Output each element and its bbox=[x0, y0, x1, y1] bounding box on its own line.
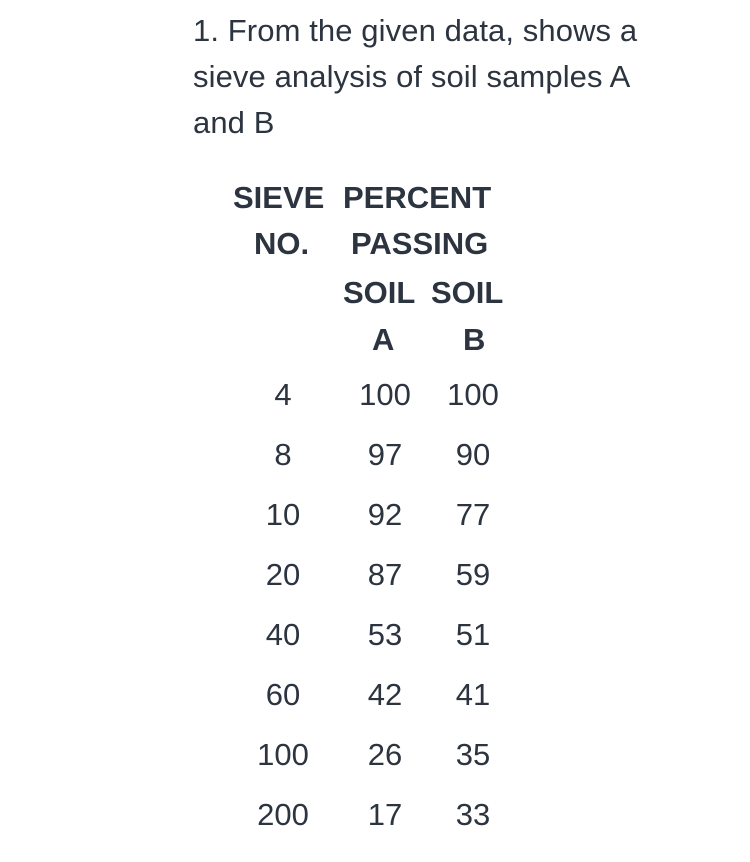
header-sieve: SIEVE bbox=[233, 180, 325, 215]
sieve-cell: 10 bbox=[265, 497, 301, 532]
soil-a-cell: 17 bbox=[367, 797, 403, 832]
soil-b-cell: 77 bbox=[455, 497, 491, 532]
soil-a-cell: 42 bbox=[367, 677, 403, 712]
header-percent: PERCENT bbox=[343, 180, 492, 215]
soil-a-cell: 87 bbox=[367, 557, 403, 592]
soil-b-cell: 33 bbox=[455, 797, 491, 832]
sieve-cell: 40 bbox=[265, 617, 301, 652]
soil-a-cell: 97 bbox=[367, 437, 403, 472]
sieve-cell: 60 bbox=[265, 677, 301, 712]
sieve-cell: 8 bbox=[274, 437, 292, 472]
header-soil-a: SOIL bbox=[343, 275, 416, 310]
soil-a-cell: 100 bbox=[359, 377, 411, 412]
soil-b-cell: 51 bbox=[455, 617, 491, 652]
header-b: B bbox=[463, 322, 486, 357]
question-text bbox=[193, 8, 733, 146]
sieve-cell: 20 bbox=[265, 557, 301, 592]
soil-b-cell: 90 bbox=[455, 437, 491, 472]
question-line-3: and B bbox=[193, 105, 275, 140]
header-a: A bbox=[372, 322, 395, 357]
question-line-1: 1. From the given data, shows a bbox=[193, 13, 638, 48]
sieve-cell: 200 bbox=[257, 797, 309, 832]
header-soil-b: SOIL bbox=[431, 275, 504, 310]
question-line-2: sieve analysis of soil samples A bbox=[193, 59, 631, 94]
sieve-cell: 100 bbox=[257, 737, 309, 772]
soil-b-cell: 59 bbox=[455, 557, 491, 592]
soil-b-cell: 41 bbox=[455, 677, 491, 712]
soil-a-cell: 26 bbox=[367, 737, 403, 772]
soil-a-cell: 53 bbox=[367, 617, 403, 652]
header-passing: PASSING bbox=[351, 226, 489, 261]
soil-a-cell: 92 bbox=[367, 497, 403, 532]
soil-b-cell: 100 bbox=[447, 377, 499, 412]
soil-b-cell: 35 bbox=[455, 737, 491, 772]
header-no: NO. bbox=[254, 226, 310, 261]
sieve-cell: 4 bbox=[274, 377, 292, 412]
